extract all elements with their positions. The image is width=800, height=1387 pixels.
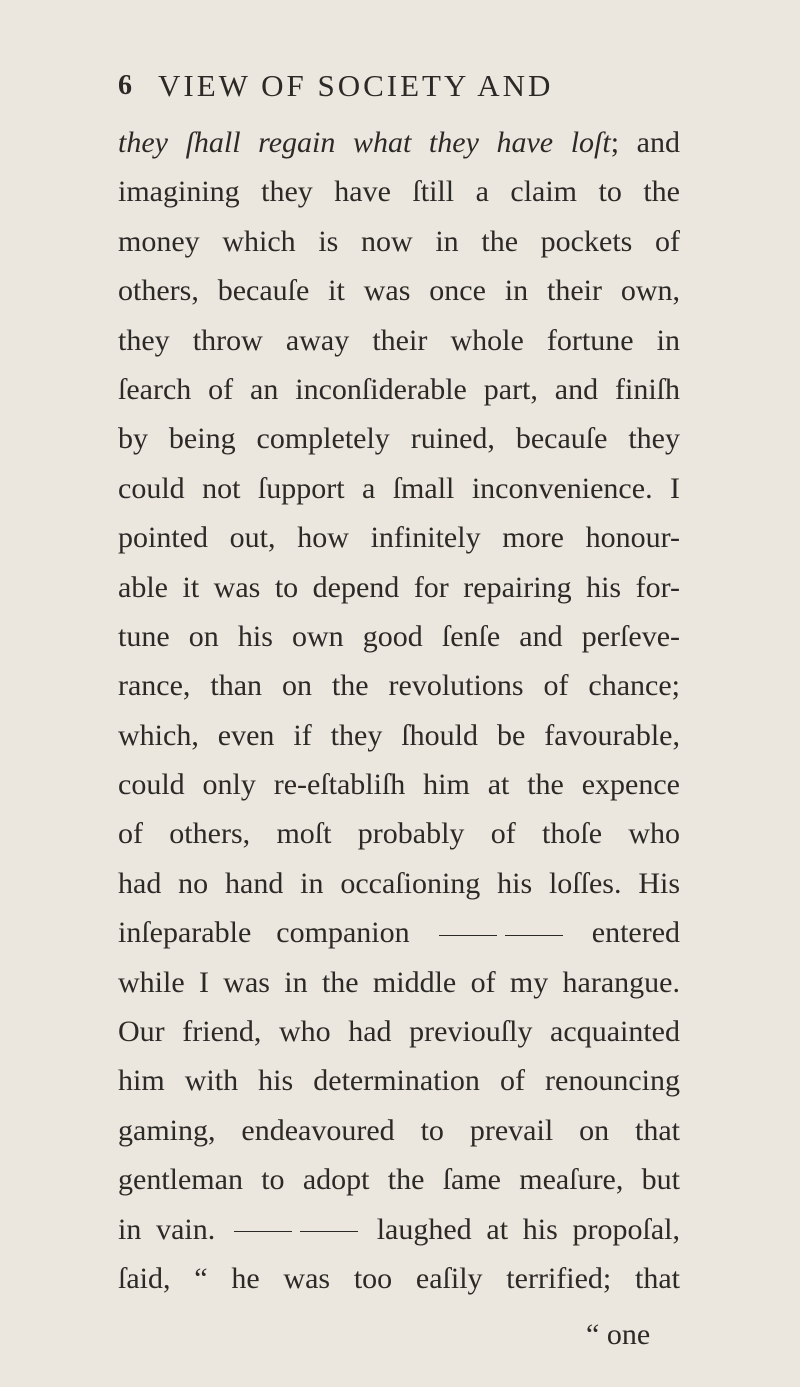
text-line: by being completely ruined, becauſe they bbox=[118, 422, 680, 456]
text-line: they throw away their whole fortune in bbox=[118, 323, 680, 357]
text-line: while I was in the middle of my harangue. bbox=[118, 965, 680, 999]
text-line: could only re-eſtabliſh him at the expence bbox=[118, 768, 680, 802]
text-fragment: inſeparable companion bbox=[118, 916, 410, 950]
text-line: imagining they have ſtill a claim to the bbox=[118, 175, 680, 209]
text-fragment: entered bbox=[591, 916, 681, 950]
text-fragment: in vain. bbox=[118, 1212, 216, 1246]
text-fragment: laughed at his propoſal, bbox=[376, 1212, 680, 1246]
text-line: Our friend, who had previouſly acquainted bbox=[118, 1015, 680, 1049]
text-line: of others, moſt probably of thoſe who bbox=[118, 817, 680, 851]
italic-phrase: they ſhall regain what they have loſt bbox=[118, 126, 611, 159]
text-line: able it was to depend for repairing his for- bbox=[118, 570, 680, 604]
text-fragment: ; and bbox=[610, 126, 680, 159]
em-dash-rule bbox=[439, 935, 497, 936]
text-line: had no hand in occaſioning his loſſes. His bbox=[118, 866, 680, 900]
text-line: could not ſupport a ſmall inconvenience. I bbox=[118, 471, 680, 505]
text-line: money which is now in the pockets of bbox=[118, 224, 680, 258]
text-line: gaming, endeavoured to prevail on that bbox=[118, 1113, 680, 1147]
text-line bbox=[118, 1205, 680, 1254]
em-dash-rule bbox=[234, 1231, 292, 1232]
text-line: pointed out, how infinitely more honour- bbox=[118, 521, 680, 555]
text-line: gentleman to adopt the ſame meaſure, but bbox=[118, 1163, 680, 1197]
body-text bbox=[118, 118, 680, 1303]
em-dash-rule bbox=[505, 935, 563, 936]
text-line: which, even if they ſhould be favourable, bbox=[118, 718, 680, 752]
em-dash-rule bbox=[300, 1231, 358, 1232]
text-line bbox=[118, 118, 680, 167]
text-line: him with his determination of renouncing bbox=[118, 1064, 680, 1098]
text-line: others, becauſe it was once in their own, bbox=[118, 274, 680, 308]
running-head: VIEW OF SOCIETY AND bbox=[158, 68, 554, 103]
page-number: 6 bbox=[118, 70, 132, 101]
text-line bbox=[118, 908, 680, 957]
text-line: ſaid, “ he was too eaſily terrified; that bbox=[118, 1261, 680, 1295]
text-line: tune on his own good ſenſe and perſeve- bbox=[118, 619, 680, 653]
catchword: “ one bbox=[586, 1318, 651, 1351]
text-line: rance, than on the revolutions of chance; bbox=[118, 669, 680, 703]
text-line: ſearch of an inconſiderable part, and finiſh bbox=[118, 372, 680, 406]
page-header bbox=[118, 64, 678, 108]
